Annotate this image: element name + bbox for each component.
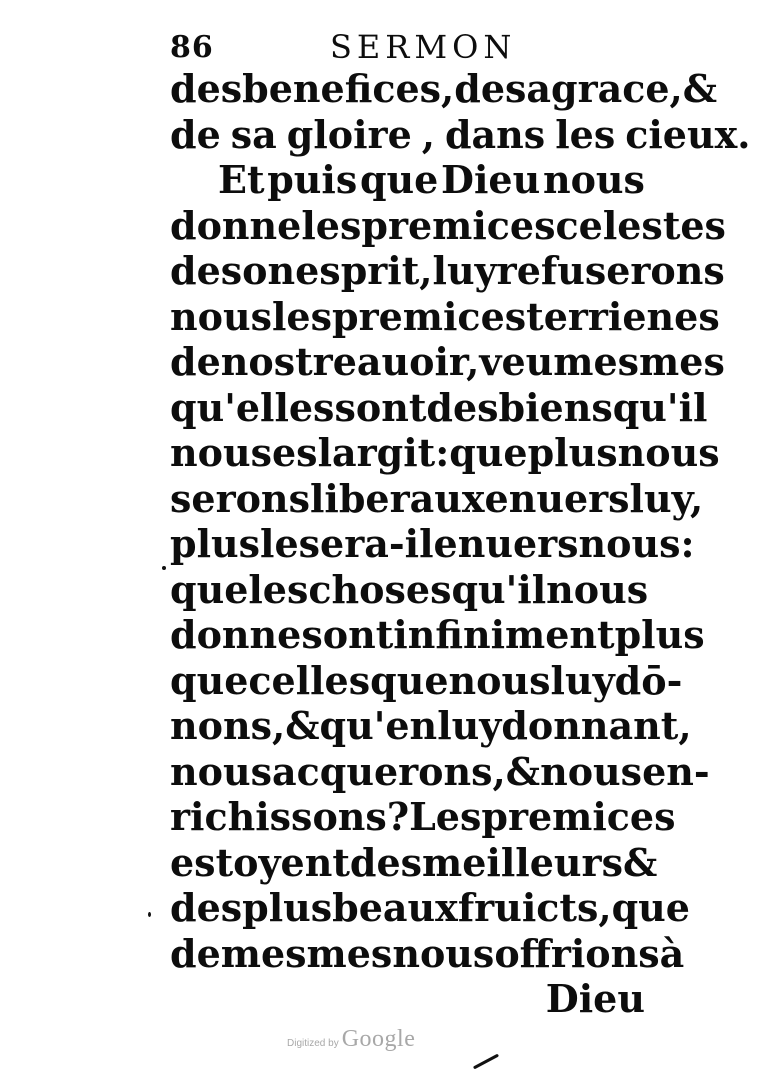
word: que <box>611 885 690 930</box>
word: estoyent <box>170 839 350 885</box>
word: & <box>622 839 658 885</box>
word: qu'en <box>319 703 438 748</box>
word: sera-il <box>298 521 434 566</box>
word: que <box>359 157 439 202</box>
digitized-watermark <box>287 1026 415 1053</box>
word: qu'elles <box>170 384 335 430</box>
word: plus <box>242 885 333 930</box>
text-line <box>170 976 645 1022</box>
ink-speck <box>148 912 151 917</box>
word: de <box>170 248 221 293</box>
text-line <box>170 794 676 840</box>
google-logo: Google <box>341 1026 416 1052</box>
word: mesmes <box>553 339 725 384</box>
word: enuers <box>433 521 579 566</box>
word: donnant, <box>501 703 692 748</box>
word: choses <box>308 566 452 612</box>
word: les <box>301 202 362 248</box>
word: refuserons <box>496 248 725 293</box>
text-line <box>170 475 704 522</box>
word: qu'il <box>612 384 708 430</box>
word: premices <box>481 794 676 839</box>
word: des <box>170 885 243 930</box>
word: des <box>170 66 243 111</box>
word: auoir,veu <box>356 339 554 384</box>
word: les <box>248 566 309 612</box>
word: Et <box>218 157 265 202</box>
word: que <box>370 657 449 703</box>
word: les <box>555 111 616 157</box>
word: plus <box>614 612 705 657</box>
running-head: SERMON <box>330 28 517 66</box>
word: sont <box>301 612 394 657</box>
text-line <box>170 202 726 249</box>
word: nous <box>542 157 645 202</box>
text-line <box>170 384 708 431</box>
word: son <box>220 248 296 293</box>
word: donne <box>170 612 302 657</box>
text-line <box>170 66 718 112</box>
word: , <box>598 885 612 930</box>
text-line <box>170 248 725 294</box>
word: , <box>421 111 435 157</box>
word: acquerons,& <box>272 748 541 794</box>
word: dō- <box>614 657 683 703</box>
word: premices <box>332 293 527 339</box>
text-line <box>170 430 720 476</box>
word: sa <box>230 111 277 157</box>
ink-speck <box>162 566 166 570</box>
text-line <box>170 157 645 203</box>
word: premices <box>361 202 556 248</box>
text-line <box>170 566 649 613</box>
word: dans <box>444 111 546 157</box>
text-line <box>170 657 683 704</box>
word: des <box>426 384 499 430</box>
text-line <box>170 930 685 977</box>
word: sont <box>334 384 427 430</box>
word: à <box>659 930 685 976</box>
word: serons <box>170 475 310 521</box>
word: nous: <box>578 521 695 566</box>
word: plus <box>170 521 261 566</box>
word: Les <box>409 794 482 839</box>
page-number: 86 <box>170 30 214 65</box>
page-header <box>170 28 640 68</box>
text-line <box>170 612 705 658</box>
word: de <box>170 111 221 157</box>
word: offrions <box>494 930 660 976</box>
text-line <box>170 339 725 385</box>
word: fruicts <box>457 885 599 930</box>
word: nous <box>170 430 272 475</box>
word: infiniment <box>393 612 615 657</box>
word: enuers <box>484 475 630 521</box>
word: nous <box>170 293 272 339</box>
word: nons, <box>170 703 286 748</box>
word: & <box>285 703 320 748</box>
word: les <box>272 293 333 339</box>
watermark-prefix: Digitized by <box>287 1038 339 1049</box>
word: benefices,de <box>242 66 506 111</box>
word: terrienes <box>526 293 720 339</box>
word: gloire <box>286 111 412 157</box>
word: nostre <box>220 339 357 384</box>
word: luy <box>437 703 502 748</box>
text-line <box>170 885 690 931</box>
word: luy <box>550 657 615 703</box>
word: Dieu <box>441 157 541 202</box>
word: liberaux <box>309 475 485 521</box>
text-line <box>170 521 695 567</box>
word: meilleurs <box>422 839 623 885</box>
word: celles <box>248 657 371 703</box>
word: esprit, <box>295 248 433 293</box>
word: puis <box>267 157 358 202</box>
text-line <box>170 839 658 886</box>
word: nous <box>170 748 272 794</box>
word: beaux <box>332 885 458 930</box>
word: ? <box>386 794 410 839</box>
word: qu'il <box>451 566 547 612</box>
word: donne <box>170 202 302 248</box>
word: cieux. <box>625 111 751 157</box>
word: nous <box>540 748 643 794</box>
word: le <box>260 521 299 566</box>
word: en- <box>642 748 710 794</box>
word: celestes <box>555 202 726 248</box>
ink-stroke <box>473 1054 499 1070</box>
text-line <box>170 111 751 158</box>
word: luy <box>432 248 497 293</box>
word: nous <box>392 930 495 976</box>
word: eslargit:que <box>272 430 528 475</box>
text-line <box>170 293 720 340</box>
word: nous <box>448 657 551 703</box>
word: nous <box>617 430 720 475</box>
word: des <box>349 839 423 885</box>
word: sa <box>505 66 552 111</box>
word: plus <box>527 430 618 475</box>
word: mesmes <box>220 930 393 976</box>
word: richissons <box>170 794 387 839</box>
word: luy, <box>629 475 704 521</box>
word: de <box>170 339 221 384</box>
word: grace,& <box>551 66 718 111</box>
word: Dieu <box>545 976 645 1021</box>
text-line <box>170 748 710 795</box>
word: nous <box>546 566 649 612</box>
text-line <box>170 703 692 749</box>
body-text <box>170 66 751 1022</box>
word: que <box>170 657 249 703</box>
word: biens <box>498 384 613 430</box>
word: de <box>170 930 221 976</box>
word: que <box>170 566 249 612</box>
